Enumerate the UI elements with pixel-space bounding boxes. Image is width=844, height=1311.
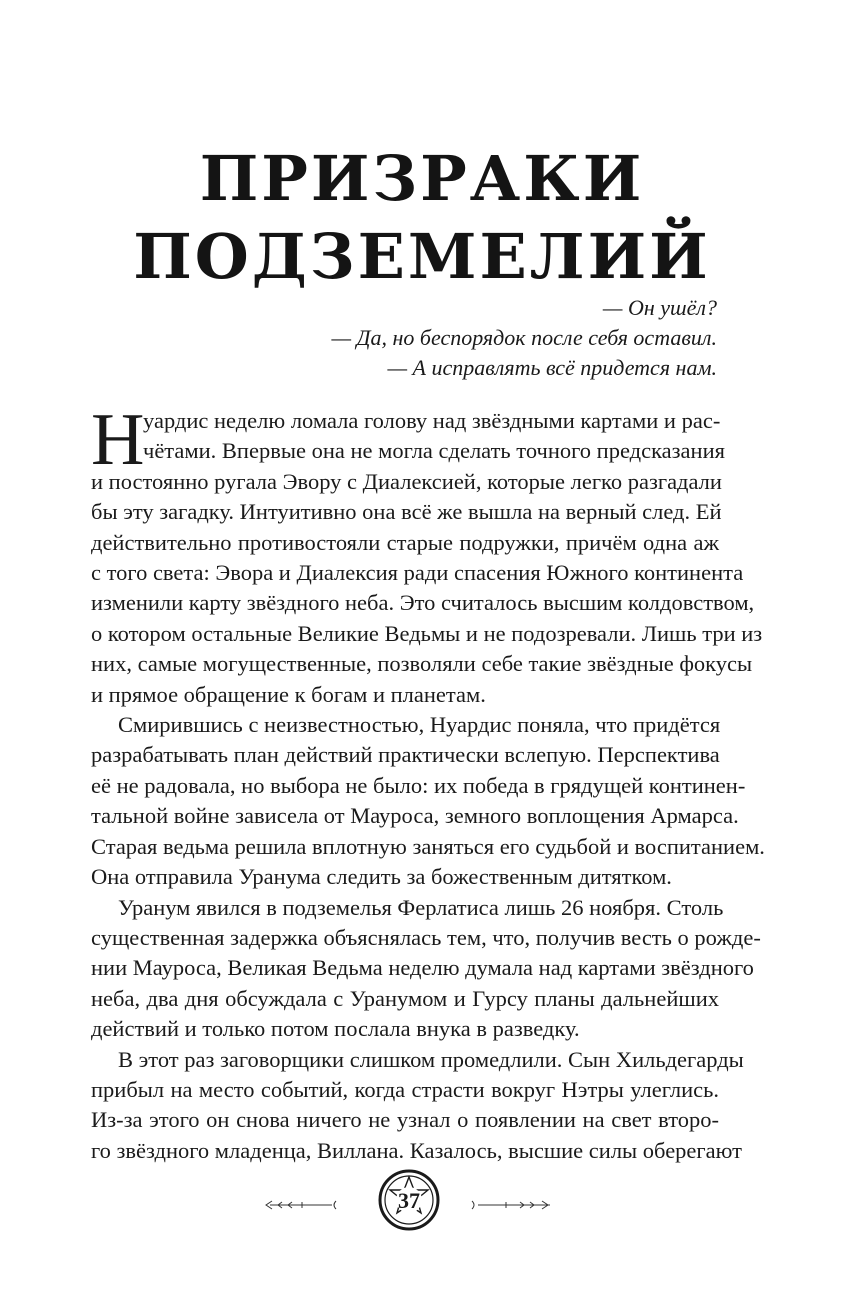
text-line: нии Мауроса, Великая Ведьма неделю думала над картами звёздного: [91, 955, 754, 981]
text-line: её не радовала, но выбора не было: их победа в грядущей континен-: [91, 772, 746, 798]
paragraph-2: [91, 710, 765, 892]
text-line: Она отправила Уранума следить за божественным дитятком.: [91, 864, 672, 890]
text-line: прибыл на место событий, когда страсти вокруг Нэтры улеглись.: [91, 1076, 719, 1102]
epigraph-line: — Да, но беспорядок после себя оставил.: [331, 325, 717, 350]
chapter-title-line-1: ПРИЗРАКИ: [199, 142, 645, 215]
text-line: Старая ведьма решила вплотную заняться его судьбой и воспитанием.: [91, 833, 765, 859]
text-line: существенная задержка объяснялась тем, что, получив весть о рожде-: [91, 924, 761, 950]
text-line: Уранум явился в подземелья Ферлатиса лишь 26 ноября. Столь: [118, 894, 724, 920]
paragraph-4: [91, 1045, 744, 1167]
text-line: уардис неделю ломала голову над звёздными картами и рас-: [143, 408, 721, 433]
text-line: го звёздного младенца, Виллана. Казалось, высшие силы оберегают: [91, 1137, 742, 1163]
text-line: и постоянно ругала Эвору с Диалексией, которые легко разгадали: [91, 468, 722, 494]
text-line: разрабатывать план действий практически вслепую. Перспектива: [91, 742, 720, 768]
text-line: Смирившись с неизвестностью, Нуардис поняла, что придётся: [118, 712, 721, 738]
chapter-title: [0, 140, 844, 296]
paragraph-1: [91, 399, 763, 710]
text-line: с того света: Эвора и Диалексия ради спасения Южного континента: [91, 560, 744, 586]
text-line: действий и только потом послала внука в разведку.: [91, 1016, 580, 1042]
chapter-body: [91, 399, 765, 1166]
epigraph-line: — Он ушёл?: [602, 295, 717, 320]
arrow-left-ornament-icon: [262, 1198, 342, 1212]
text-line: и прямое обращение к богам и планетам.: [91, 681, 486, 707]
text-line: них, самые могущественные, позволяли себе такие звёздные фокусы: [91, 651, 753, 677]
page-footer: [0, 1168, 844, 1238]
text-line: Из-за этого он снова ничего не узнал о появлении на свет второ-: [91, 1107, 719, 1133]
text-line: тальной войне зависела от Мауроса, земного воплощения Армарса.: [91, 803, 739, 829]
arrow-right-ornament-icon: [466, 1198, 556, 1212]
chapter-title-line-2: ПОДЗЕМЕЛИЙ: [133, 220, 711, 293]
page-number: 37: [398, 1188, 420, 1213]
paragraph-3: [91, 893, 761, 1045]
text-line: изменили карту звёздного неба. Это считалось высшим колдовством,: [91, 590, 755, 616]
epigraph-line: — А исправлять всё придется нам.: [387, 355, 717, 380]
text-line: о котором остальные Великие Ведьмы и не подозревали. Лишь три из: [91, 620, 763, 646]
text-line: действительно противостояли старые подружки, причём одна аж: [91, 529, 719, 555]
drop-cap: Н: [91, 399, 145, 481]
text-line: В этот раз заговорщики слишком промедлили. Сын Хильдегарды: [118, 1046, 744, 1072]
text-line: неба, два дня обсуждала с Уранумом и Гурсу планы дальнейших: [91, 985, 719, 1011]
text-line: чётами. Впервые она не могла сделать точного предсказания: [143, 438, 725, 464]
epigraph: [157, 293, 717, 383]
text-line: бы эту загадку. Интуитивно она всё же вышла на верный след. Ей: [91, 499, 722, 525]
